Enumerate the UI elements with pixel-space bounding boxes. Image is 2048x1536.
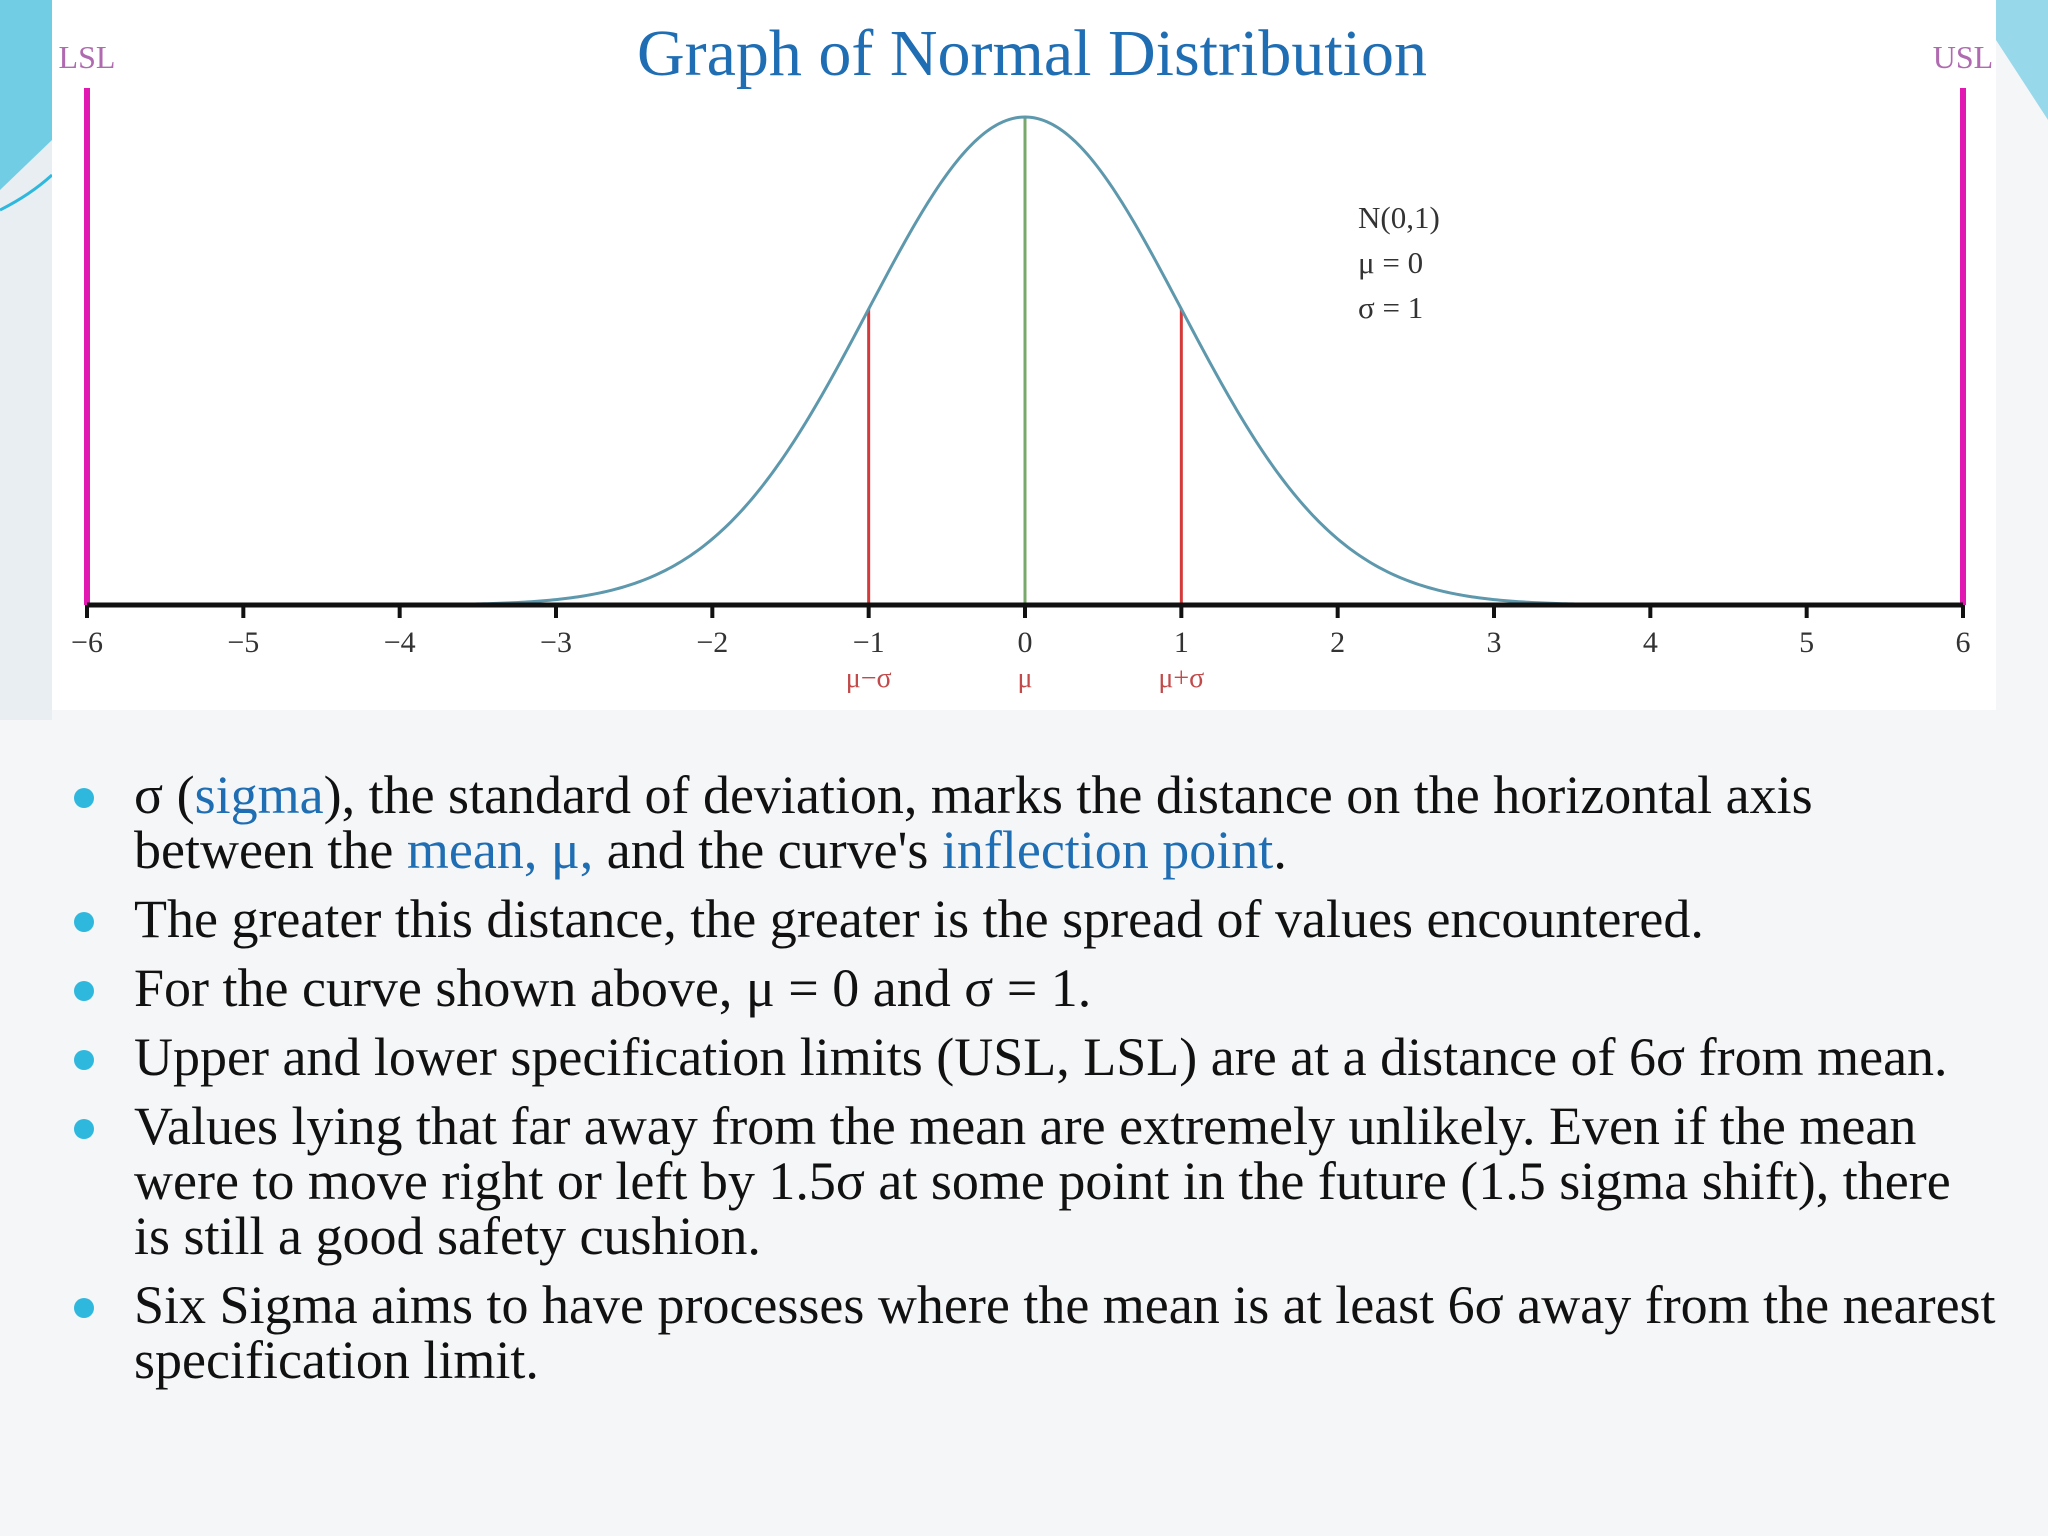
x-tick-label-1: −5 xyxy=(227,626,260,659)
bullet-link-text[interactable]: sigma xyxy=(194,765,324,825)
x-tick-label-10: 4 xyxy=(1642,626,1658,659)
bullet-item-5 xyxy=(66,1275,1996,1390)
bullet-text: The greater this distance, the greater is the spread of values encountered. xyxy=(134,889,1704,949)
x-sub-label-0: μ−σ xyxy=(845,663,892,694)
annotation-line-0: N(0,1) xyxy=(1358,200,1440,235)
x-tick-label-6: 0 xyxy=(1017,626,1033,659)
bullet-link-text[interactable]: mean, μ, xyxy=(406,820,594,880)
bullet-text: Six Sigma aims to have processes where the mean is at least 6σ away from the nearest specification limit. xyxy=(134,1275,1996,1390)
bullet-link-text[interactable]: inflection point xyxy=(941,820,1274,880)
x-tick-label-4: −2 xyxy=(696,626,729,659)
x-sub-label-2: μ+σ xyxy=(1158,663,1205,694)
x-tick-label-9: 3 xyxy=(1486,626,1502,659)
spec-label-lsl: LSL xyxy=(58,39,116,75)
x-tick-label-8: 2 xyxy=(1330,626,1346,659)
bullet-item-1 xyxy=(66,889,1996,949)
bullet-text: ), the standard of deviation, marks the distance on the horizontal axis between the xyxy=(134,765,1813,880)
annotation-line-2: σ = 1 xyxy=(1358,290,1424,325)
bullet-text: Upper and lower specification limits (USL, LSL) are at a distance of 6σ from mean. xyxy=(134,1027,1948,1087)
bullet-text: For the curve shown above, μ = 0 and σ = 1. xyxy=(134,958,1092,1018)
x-sub-label-1: μ xyxy=(1017,663,1033,694)
bullet-text: Values lying that far away from the mean are extremely unlikely. Even if the mean were to move right or left by 1.5σ at some point in the future (1.5 sigma shift), there is still a good safety cushion. xyxy=(134,1096,1951,1266)
normal-distribution-chart xyxy=(0,0,2048,720)
x-tick-label-3: −3 xyxy=(540,626,572,659)
bullet-item-3 xyxy=(66,1027,1996,1087)
bullet-text: . xyxy=(1273,820,1287,880)
x-tick-label-5: −1 xyxy=(852,626,885,659)
bullet-text: σ ( xyxy=(134,765,195,825)
bullet-list xyxy=(66,765,1996,1402)
x-tick-label-2: −4 xyxy=(383,626,416,659)
x-tick-label-11: 5 xyxy=(1799,626,1815,659)
bullet-item-4 xyxy=(66,1096,1996,1266)
annotation-line-1: μ = 0 xyxy=(1358,245,1424,280)
bullet-item-2 xyxy=(66,958,1996,1018)
chart-title: Graph of Normal Distribution xyxy=(636,17,1428,90)
spec-label-usl: USL xyxy=(1932,39,1994,75)
x-tick-label-12: 6 xyxy=(1955,626,1971,659)
x-tick-label-7: 1 xyxy=(1173,626,1189,659)
bullet-item-0 xyxy=(66,765,1996,880)
bullet-text: and the curve's xyxy=(593,820,942,880)
x-tick-label-0: −6 xyxy=(71,626,103,659)
